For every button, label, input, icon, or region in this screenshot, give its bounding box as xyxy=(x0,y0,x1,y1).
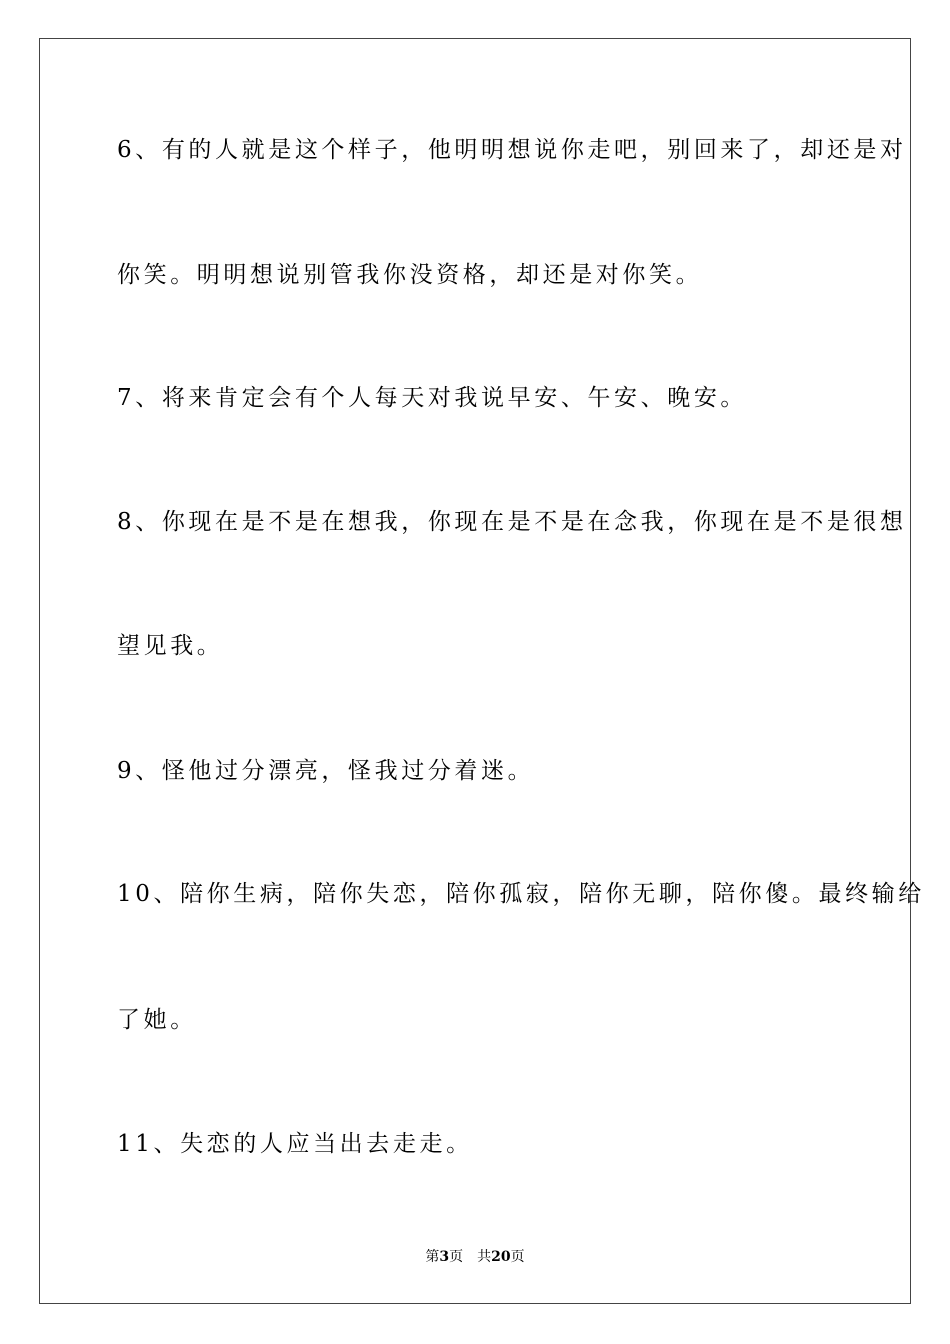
page-number: 3 xyxy=(439,1249,450,1265)
total-suffix: 页 xyxy=(510,1249,525,1265)
text-line: 6、有的人就是这个样子，他明明想说你走吧，别回来了，却还是对 xyxy=(117,137,907,163)
text-line: 了她。 xyxy=(117,1007,197,1033)
total-prefix: 共 xyxy=(477,1249,492,1265)
text-line: 11、失恋的人应当出去走走。 xyxy=(117,1131,473,1157)
page-suffix: 页 xyxy=(449,1249,464,1265)
text-line: 10、陪你生病，陪你失恋，陪你孤寂，陪你无聊，陪你傻。最终输给 xyxy=(117,881,925,907)
total-pages: 20 xyxy=(491,1249,511,1265)
text-line: 9、怪他过分漂亮，怪我过分着迷。 xyxy=(117,758,535,784)
page-footer xyxy=(0,1248,950,1266)
text-line: 望见我。 xyxy=(117,633,224,659)
text-line: 7、将来肯定会有个人每天对我说早安、午安、晚安。 xyxy=(117,385,748,411)
page-border xyxy=(39,38,911,1304)
text-line: 8、你现在是不是在想我，你现在是不是在念我，你现在是不是很想 xyxy=(117,509,907,535)
text-line: 你笑。明明想说别管我你没资格，却还是对你笑。 xyxy=(117,262,703,288)
page-prefix: 第 xyxy=(425,1249,440,1265)
